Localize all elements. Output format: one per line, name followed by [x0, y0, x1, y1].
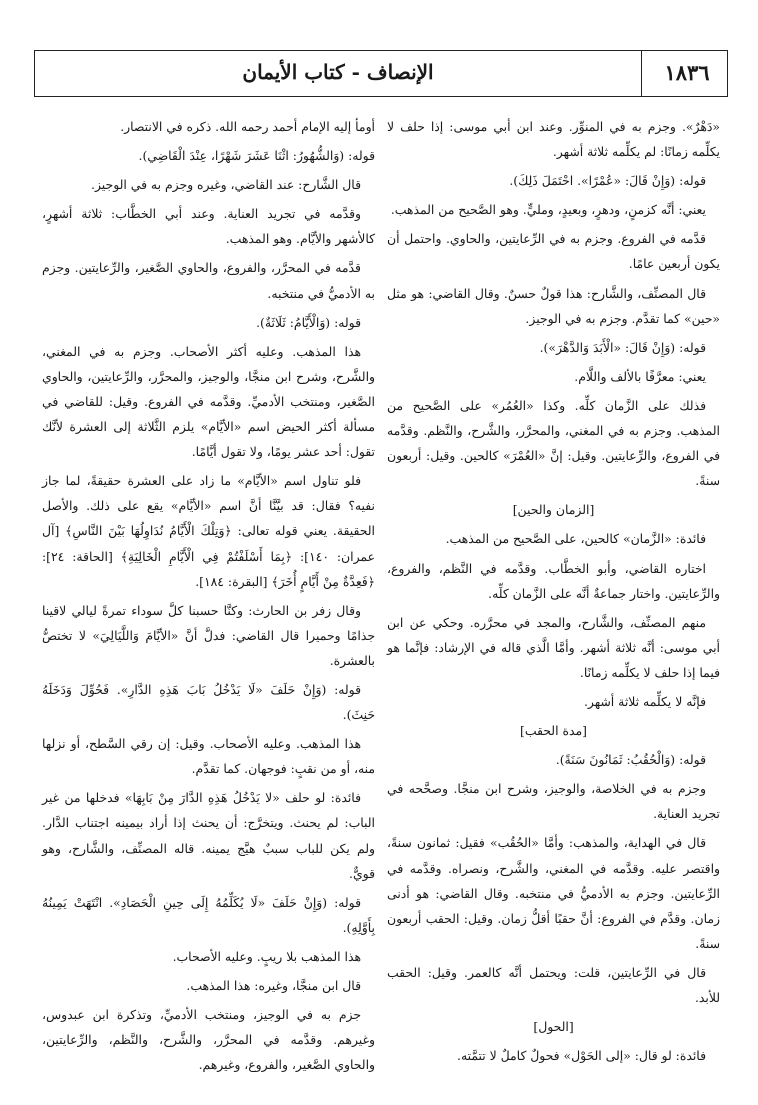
text-paragraph: وقدَّمه في تجريد العناية. وعند أبي الخطَّاب: ثلاثة أشهرٍ، كالأشهر والأيَّام. وهو المذهب.	[42, 206, 375, 247]
section-heading	[387, 497, 720, 522]
text-paragraph: قال ابن منجَّا، وغيره: هذا المذهب.	[186, 978, 361, 993]
left-text-column	[42, 114, 375, 1081]
text-paragraph: فذلك على الزَّمان كلِّه. وكذا «العُمُر» على الصَّحيح من المذهب. وجزم به في المغني، والمحرَّر، والشَّرح، والنَّظم. وقدَّمه في الفروع، والرِّعايتين. وقيل: إنَّ «العُمْرَ» كالحين. وقيل: أربعون سنةً.	[387, 397, 720, 489]
text-paragraph: هذا المذهب بلا ريبٍ. وعليه الأصحاب.	[172, 948, 361, 964]
text-paragraph: قال في الهداية، والمذهب: وأمَّا «الحُقُب» فقيل: ثمانون سنةً، واقتصر عليه. وقدَّمه في المغني، والشَّرح، ونصراه. وقدَّمه في الرِّعايتين. وجزم به الأدميُّ في منتخبه. وقال القاضي: هو أدنى زمان. وقدَّم في الفروع: أنَّ حقبًا أقلُّ زمان. وقيل: الحقب أربعون سنةً.	[387, 835, 720, 951]
page-header	[34, 50, 728, 97]
text-paragraph: وجزم به في الخلاصة، والوجيز، وشرح ابن منجَّا. وصحَّحه في تجريد العناية.	[387, 781, 720, 822]
text-paragraph: هذا المذهب. وعليه أكثر الأصحاب. وجزم به في المغني، والشَّرح، وشرح ابن منجَّا، والوجيز، والمحرَّر، والرِّعايتين، والحاوي الصَّغير، ومنتخب الأدميِّ. وقدَّمه في الفروع. وقيل: للقاضي في مسألة أكثر الحيض اسم «الأيَّام» يلزم الثَّلاثة إلى العشرة لأنَّك تقول: أحد عشر يومًا، ولا تقول أيَّامًا.	[42, 343, 375, 460]
text-paragraph: قوله: (وَإِنْ قَالَ: «الْأَبَدَ وَالدَّهْرَ»).	[539, 339, 706, 355]
text-paragraph: يعني: معرَّفًا بالألف واللَّام.	[574, 368, 706, 384]
text-paragraph: قوله: (وَإِنْ حَلَفَ «لَا يَدْخُلُ بَابَ هَذِهِ الدَّارِ». فَحُوِّلَ وَدَخَلَهُ حَنِثَ).	[42, 681, 375, 723]
section-heading	[387, 718, 720, 743]
text-paragraph: فائدة: «الزَّمان» كالحين، على الصَّحيح من المذهب.	[445, 531, 706, 547]
text-paragraph: قوله: (وَإِنْ حَلَفَ «لَا يُكَلِّمُهُ إِلَى حِينِ الْحَصَادِ». انْتَهَتْ يَمِينُهُ بِأَوَّلِهِ).	[42, 894, 375, 935]
right-text-column	[387, 114, 720, 1072]
section-heading-text: [ الحول ]	[529, 1019, 577, 1034]
section-heading-text: [ مدة الحقب ]	[516, 723, 591, 738]
text-paragraph: وقال زفر بن الحارث: وكنَّا حسبنا كلَّ سوداء تمرةً ليالي لاقينا جذامًا وحميرا قال القاضي: فدلَّ أنَّ «الأيَّامَ وَاللَّيَالِيَ» لا تختصُّ بالعشرة.	[42, 602, 375, 668]
text-paragraph: هذا المذهب. وعليه الأصحاب. وقيل: إن رقي السَّطح، أو نزلها منه، أو من نقبٍ: فوجهان. كما تقدَّم.	[42, 736, 375, 777]
text-paragraph: «دَهْرٌ». وجزم به في المنوِّر. وعند ابن أبي موسى: إذا حلف لا يكلِّمه زمانًا: لم يكلِّمه ثلاثة أشهر.	[387, 119, 720, 160]
text-paragraph: قوله: (وَالْأَيَّامُ: ثَلَاثَةٌ).	[256, 314, 361, 330]
text-paragraph: جزم به في الوجيز، ومنتخب الأدميِّ، وتذكرة ابن عبدوس، وغيرهم. وقدَّمه في المحرَّر، والشَّرح، والنَّظم، والرِّعايتين، والحاوي الصَّغير، والفروع، وغيرهم.	[42, 1007, 375, 1073]
text-paragraph: فائدة: لو حلف «لا يَدْخُلُ هَذِهِ الدَّارَ مِنْ بَابِهَا» فدخلها من غير الباب: لم يحنث. ويتخرَّج: أن يحنث إذا أراد بيمينه اجتناب الدَّار. ولم يكن للباب سببٌ هيَّج يمينه. قاله المصنِّف، والشَّارح، وهو قويٌّ.	[42, 790, 375, 881]
text-paragraph: قال في الرِّعايتين، قلت: ويحتمل أنَّه كالعمر. وقيل: الحقب للأبد.	[387, 964, 720, 1005]
text-paragraph: قوله: (وَإِنْ قَالَ: «عُمْرًا». احْتَمَلَ ذَلِكَ).	[509, 173, 706, 189]
text-paragraph: قدَّمه في الفروع. وجزم به في الرِّعايتين، والحاوي. واحتمل أن يكون أربعين عامًا.	[387, 231, 720, 272]
header-divider	[641, 51, 642, 96]
text-paragraph: قوله: (وَالْحُقُبُ: ثَمَانُونَ سَنَةً).	[555, 752, 706, 768]
text-paragraph: قال المصنِّف، والشَّارح: هذا قولٌ حسنٌ. وقال القاضي: هو مثل «حين» كما تقدَّم. وجزم به في الوجيز.	[387, 285, 720, 326]
text-paragraph: قدَّمه في المحرَّر، والفروع، والحاوي الصَّغير، والرِّعايتين. وجزم به الأدميُّ في منتخبه.	[42, 260, 375, 301]
text-paragraph: قال الشَّارح: عند القاضي، وغيره وجزم به في الوجيز.	[91, 177, 361, 193]
text-paragraph: قوله: (وَالشُّهُورُ: اثْنَا عَشَرَ شَهْرًا، عِنْدَ الْقَاضِي).	[138, 148, 375, 164]
text-paragraph: فلو تناول اسم «الأيَّام» ما زاد على العشرة حقيقةً، لما جاز نفيه؟ فقال: قد بيَّنَّا أنَّ اسم «الأيَّام» يقع على ذلك. والأصل الحقيقة. يعني قوله تعالى: ﴿وَتِلْكَ الْأَيَّامُ نُدَاوِلُهَا بَيْنَ النَّاسِ﴾ [آل عمران: ١٤٠]: ﴿بِمَا أَسْلَفْتُمْ فِي الْأَيَّامِ الْخَالِيَةِ﴾ [الحاقة: ٢٤]: ﴿فَعِدَّةٌ مِنْ أَيَّامٍ أُخَرَ﴾ [البقرة: ١٨٤].	[42, 473, 375, 589]
text-paragraph: أومأ إليه الإمام أحمد رحمه الله. ذكره في الانتصار.	[120, 119, 375, 134]
section-heading	[387, 1014, 720, 1039]
text-paragraph: اختاره القاضي، وأبو الخطَّاب. وقدَّمه في النَّظم، والفروع، والرِّعايتين. واختار جماعةٌ أنَّه على الزَّمان كلِّه.	[387, 560, 720, 601]
running-title: الإنصاف - كتاب الأيمان	[242, 60, 434, 84]
section-heading-text: [ الزمان والحين ]	[509, 502, 599, 517]
page-number: ١٨٣٦	[664, 60, 710, 85]
text-paragraph: فإنَّه لا يكلِّمه ثلاثة أشهر.	[583, 693, 706, 709]
text-paragraph: يعني: أنَّه كزمنٍ، ودهرٍ، وبعيدٍ، ومليٍّ. وهو الصَّحيح من المذهب.	[390, 202, 706, 218]
text-paragraph: منهم المصنِّف، والشَّارح، والمجد في محرَّره. وحكي عن ابن أبي موسى: أنَّه ثلاثة أشهر. وأمَّا الَّذي قاله في الإرشاد: فإنَّما هو فيما إذا حلف لا يكلِّمه زمانًا.	[387, 614, 720, 680]
text-paragraph: فائدة: لو قال: «إلى الحَوْل» فحولٌ كاملٌ لا تتمَّته.	[457, 1048, 706, 1064]
